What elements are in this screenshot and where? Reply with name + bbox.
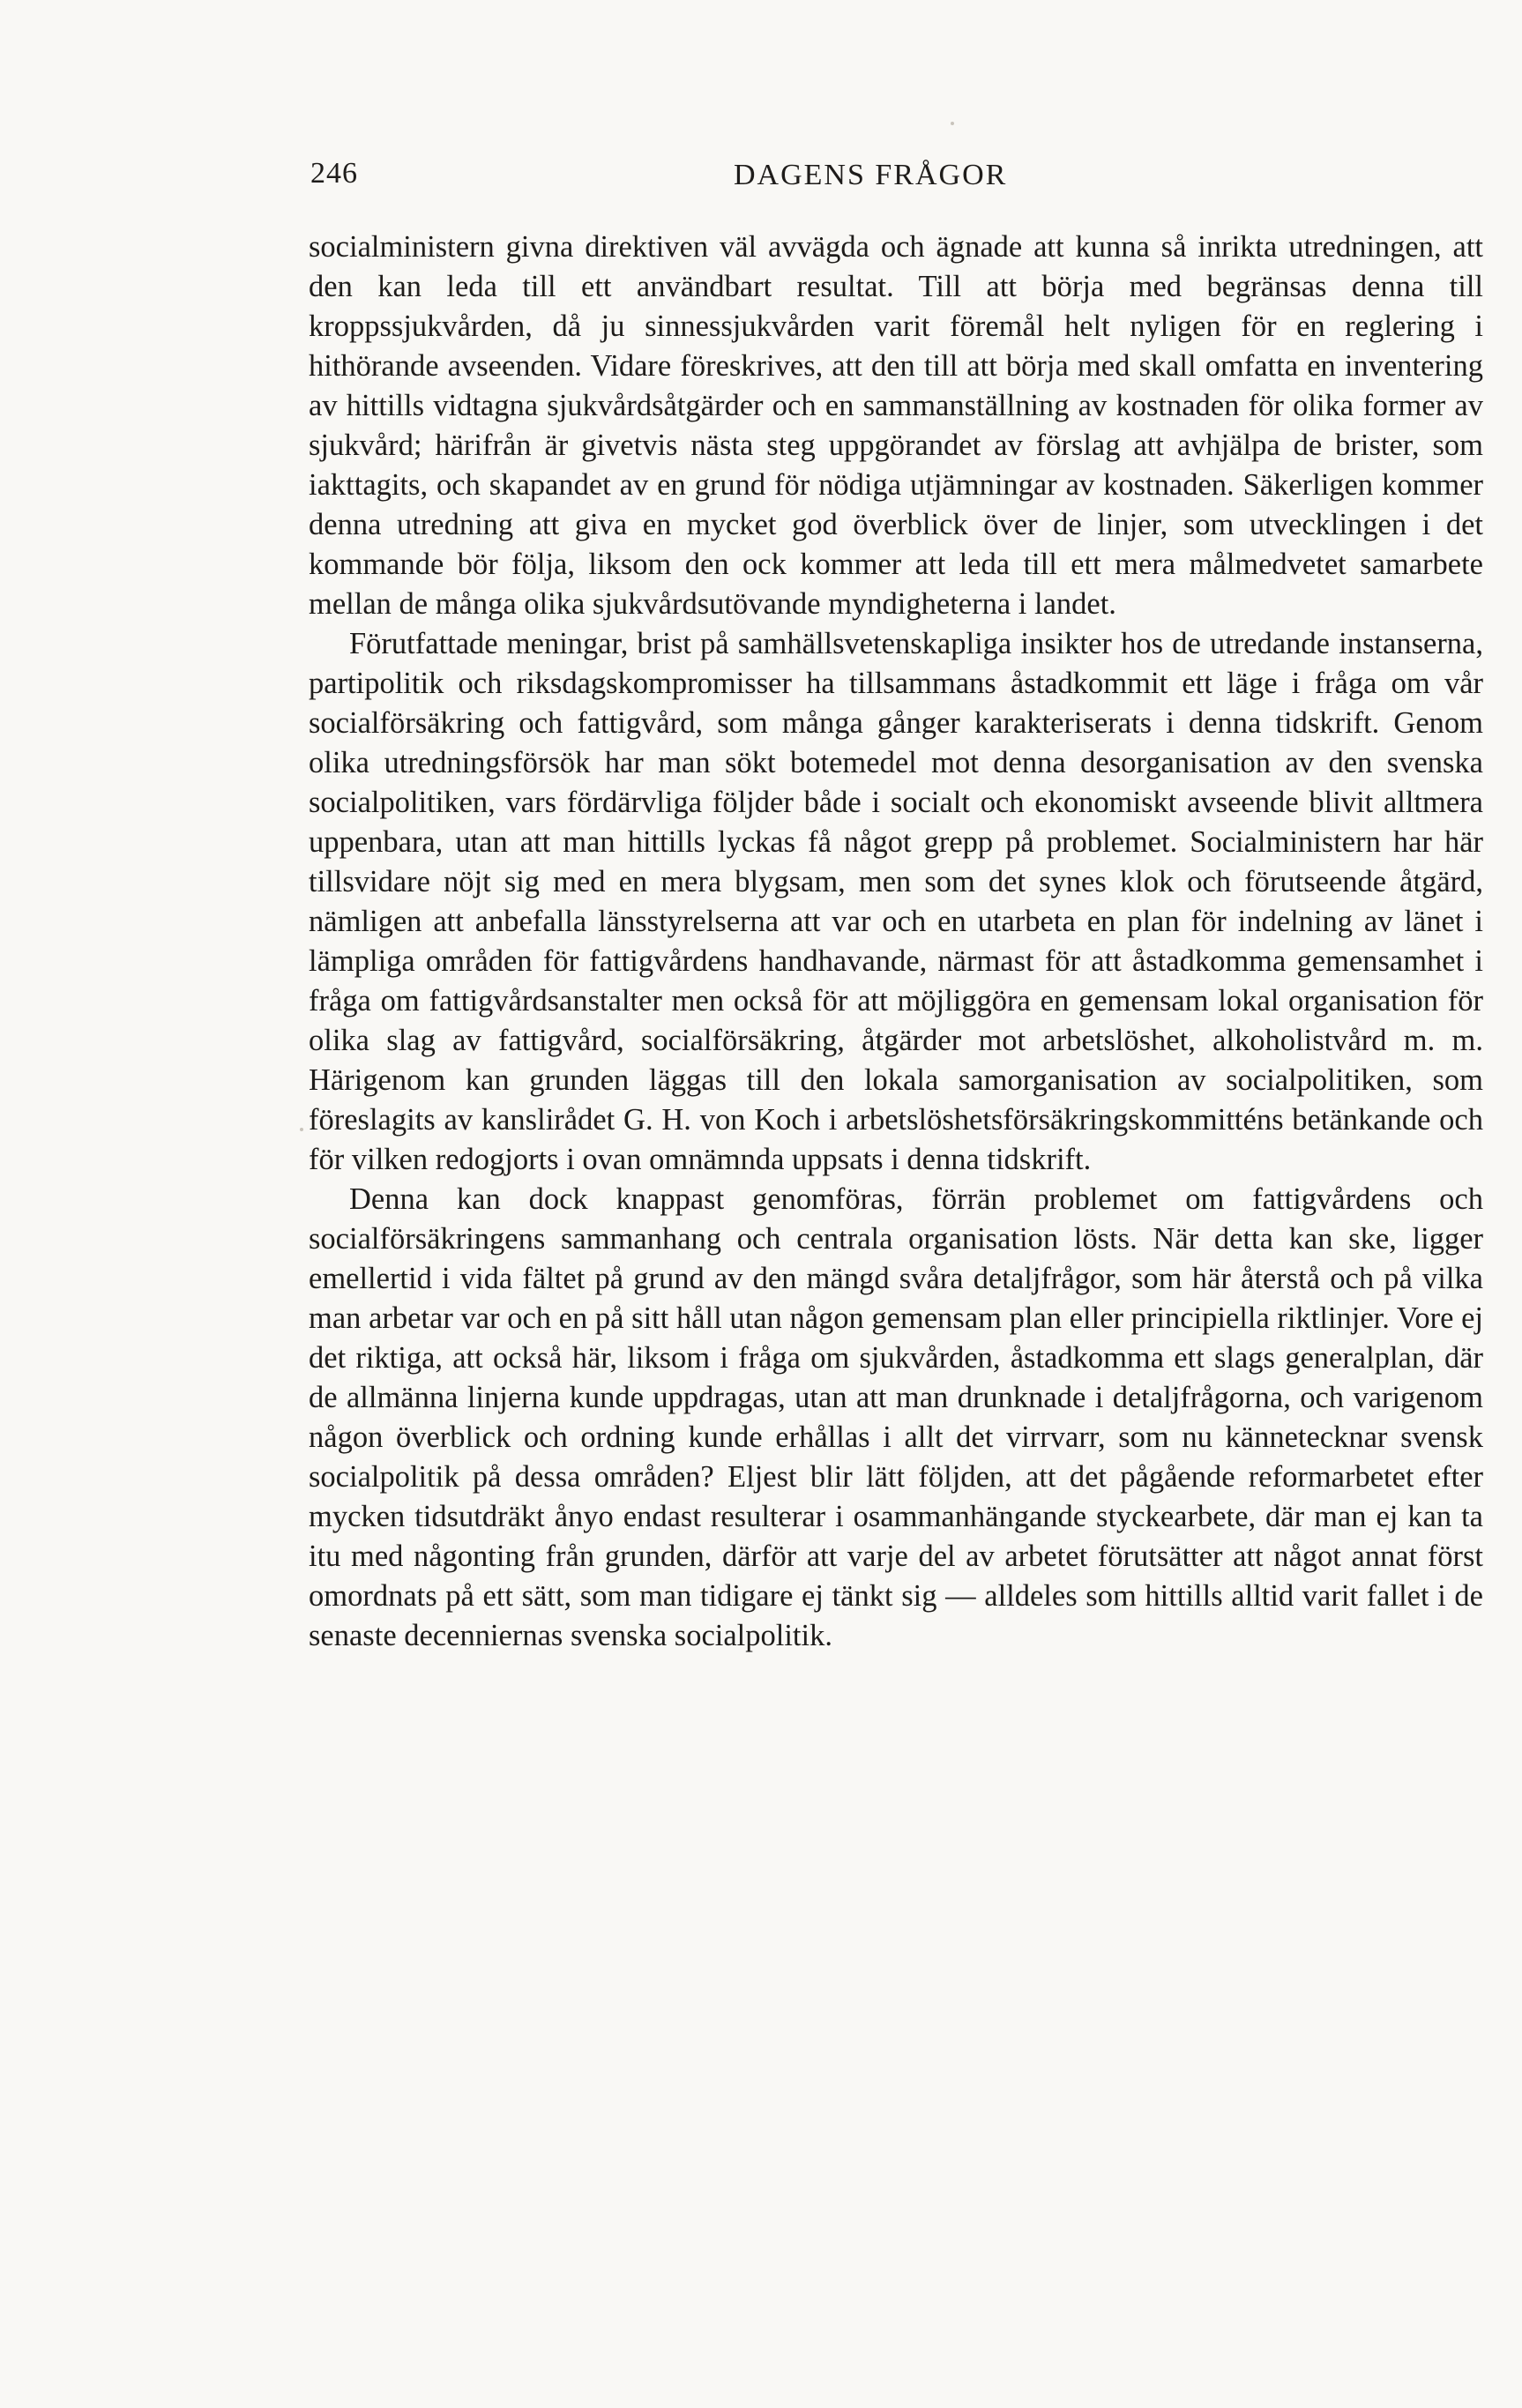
- page-header: [310, 157, 1483, 210]
- paragraph-1: socialministern givna direktiven väl avvägda och ägnade att kunna så inrikta utredningen, att den kan leda till ett användbart resultat. Till att börja med begränsas denna till kroppssjukvården, då ju sinnessjukvården varit föremål helt nyligen för en reglering i hithörande avseenden. Vidare föreskrives, att den till att börja med skall omfatta en inventering av hittills vidtagna sjukvårdsåtgärder och en sammanställning av kostnaden för olika former av sjukvård; härifrån är givetvis nästa steg uppgörandet av förslag att avhjälpa de brister, som iakttagits, och skapandet av en grund för nödiga utjämningar av kostnaden. Säkerligen kommer denna utredning att giva en mycket god överblick över de linjer, som utvecklingen i det kommande bör följa, liksom den ock kommer att leda till ett mera målmedvetet samarbete mellan de många olika sjukvårdsutövande myndigheterna i landet.: [309, 230, 1483, 621]
- body-text: [309, 227, 1483, 1656]
- running-head: DAGENS FRÅGOR: [734, 159, 1008, 191]
- paragraph-3: Denna kan dock knappast genomföras, förrän problemet om fattigvårdens och socialförsäkringens sammanhang och centrala organisation lösts. När detta kan ske, ligger emellertid i vida fältet på grund av den mängd svåra detaljfrågor, som här återstå och på vilka man arbetar var och en på sitt håll utan någon gemensam plan eller principiella riktlinjer. Vore ej det riktiga, att också här, liksom i fråga om sjukvården, åstadkomma ett slags generalplan, där de allmänna linjerna kunde uppdragas, utan att man drunknade i detaljfrågorna, och varigenom någon överblick och ordning kunde erhållas i allt det virrvarr, som nu kännetecknar svensk socialpolitik på dessa områden? Eljest blir lätt följden, att det pågående reformarbetet efter mycken tidsutdräkt ånyo endast resulterar i osammanhängande styckearbete, där man ej kan ta itu med någonting från grunden, därför att varje del av arbetet förutsätter att något annat först omordnats på ett sätt, som man tidigare ej tänkt sig — alldeles som hittills alltid varit fallet i de senaste decenniernas svenska socialpolitik.: [309, 1182, 1483, 1652]
- paper-speck: [951, 122, 954, 125]
- page-number: 246: [310, 157, 358, 190]
- paragraph-2: Förutfattade meningar, brist på samhällsvetenskapliga insikter hos de utredande instanserna, partipolitik och riksdagskompromisser ha tillsammans åstadkommit ett läge i fråga om vår socialförsäkring och fattigvård, som många gånger karakteriserats i denna tidskrift. Genom olika utredningsförsök har man sökt botemedel mot denna desorganisation av den svenska socialpolitiken, vars fördärvliga följder både i socialt och ekonomiskt avseende blivit alltmera uppenbara, utan att man hittills lyckas få något grepp på problemet. Socialministern har här tillsvidare nöjt sig med en mera blygsam, men som det synes klok och förutseende åtgärd, nämligen att anbefalla länsstyrelserna att var och en utarbeta en plan för indelning av länet i lämpliga områden för fattigvårdens handhavande, närmast för att åstadkomma gemensamhet i fråga om fattigvårdsanstalter men också för att möjliggöra en gemensam lokal organisation för olika slag av fattigvård, socialförsäkring, åtgärder mot arbetslöshet, alkoholistvård m. m. Härigenom kan grunden läggas till den lokala samorganisation av socialpolitiken, som föreslagits av kanslirådet G. H. von Koch i arbetslöshetsförsäkringskommitténs betänkande och för vilken redogjorts i ovan omnämnda uppsats i denna tidskrift.: [309, 627, 1483, 1176]
- paper-speck: [300, 1128, 303, 1131]
